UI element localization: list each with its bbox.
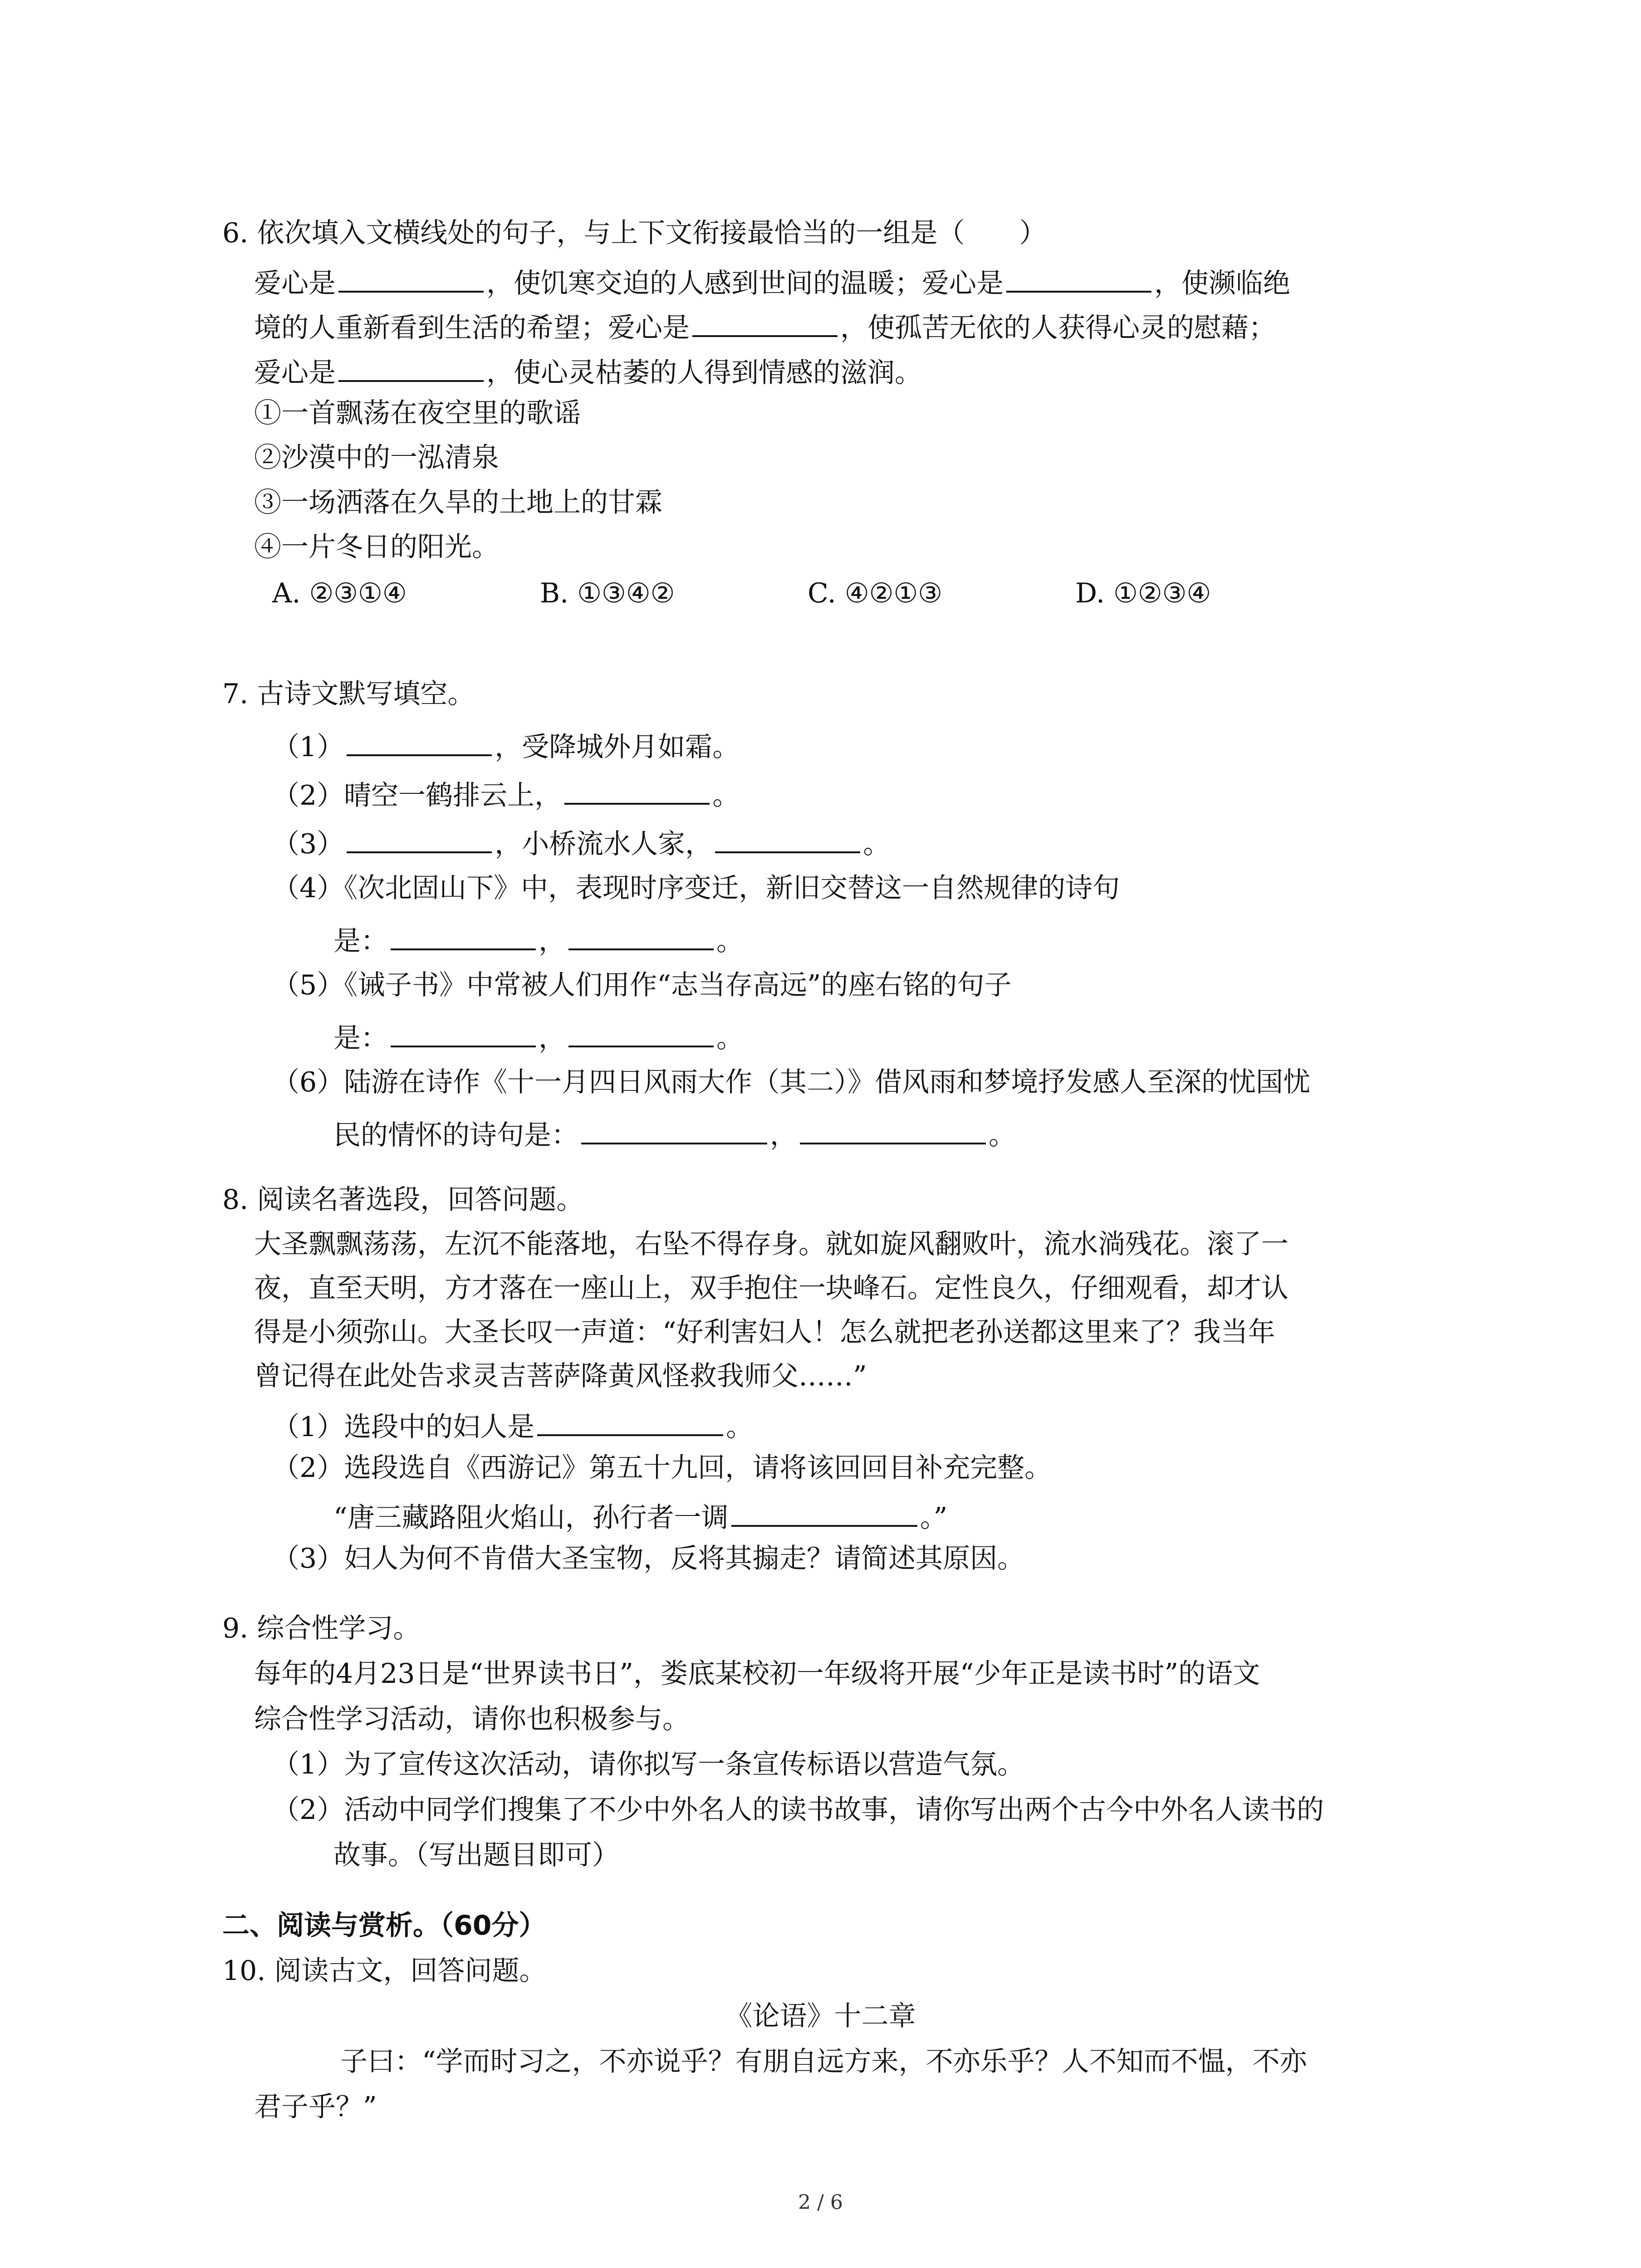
q9-stem: 9. 综合性学习。 [222,1613,421,1644]
q9-sub-1: （1）为了宣传这次活动，请你拟写一条宣传标语以营造气氛。 [272,1749,1025,1780]
q6-stem: 6. 依次填入文横线处的句子，与上下文衔接最恰当的一组是（ ） [222,217,1047,249]
answer-blank[interactable] [338,265,484,293]
q9-sub-2-line-2: 故事。（写出题目即可） [333,1839,619,1871]
q7-sub-6-answer: 民的情怀的诗句是： ， 。 [333,1117,1016,1149]
q6-option-b[interactable]: B. ①③④② [540,577,675,609]
q9-sub-2: （2）活动中同学们搜集了不少中外名人的读书故事，请你写出两个古今中外名人读书的 [272,1794,1324,1826]
q7-sub-2: （2）晴空一鹤排云上， 。 [272,777,740,809]
q7-sub-5-answer: 是： ， 。 [333,1020,744,1052]
q7-sub-4-answer: 是： ， 。 [333,923,744,955]
q8-sub-1: （1）选段中的妇人是 。 [272,1409,753,1441]
q6-option-c[interactable]: C. ④②①③ [808,577,943,609]
q8-passage-line: 得是小须弥山。大圣长叹一声道：“好利害妇人！怎么就把老孙送都这里来了？我当年 [254,1316,1275,1348]
q10-text-title: 《论语》十二章 [725,2000,916,2032]
q8-sub-2: （2）选段选自《西游记》第五十九回，请将该回回目补充完整。 [272,1452,1052,1484]
answer-blank[interactable] [731,1500,917,1527]
answer-blank[interactable] [338,355,484,382]
q6-passage-line-1: 爱心是 ，使饥寒交迫的人感到世间的温暖；爱心是 ，使濒临绝 [254,265,1290,297]
q6-item-4: ④一片冬日的阳光。 [254,531,499,563]
q6-passage-line-2: 境的人重新看到生活的希望；爱心是 ，使孤苦无依的人获得心灵的慰藉； [254,310,1276,342]
answer-blank[interactable] [581,1117,767,1144]
page-number: 2 / 6 [798,2191,843,2214]
q6-item-1: ①一首飘荡在夜空里的歌谣 [254,397,581,429]
q7-sub-4: （4）《次北固山下》中，表现时序变迁，新旧交替这一自然规律的诗句 [272,872,1120,904]
answer-blank[interactable] [347,729,492,756]
answer-blank[interactable] [1006,265,1151,293]
q6-item-3: ③一场洒落在久旱的土地上的甘霖 [254,487,662,518]
q10-text-line: 君子乎？” [254,2091,377,2123]
answer-blank[interactable] [568,923,714,950]
q7-sub-6: （6）陆游在诗作《十一月四日风雨大作（其二）》借风雨和梦境抒发感人至深的忧国忧 [272,1066,1311,1098]
q7-sub-1: （1） ，受降城外月如霜。 [272,729,740,761]
q7-stem: 7. 古诗文默写填空。 [222,678,475,710]
answer-blank[interactable] [564,777,710,805]
answer-blank[interactable] [568,1020,714,1047]
q7-sub-5: （5）《诫子书》中常被人们用作“志当存高远”的座右铭的句子 [272,969,1012,1001]
q8-passage-line: 大圣飘飘荡荡，左沉不能落地，右坠不得存身。就如旋风翻败叶，流水淌残花。滚了一 [254,1228,1288,1260]
answer-blank[interactable] [347,826,492,853]
q10-text-line: 子曰：“学而时习之，不亦说乎？有朋自远方来，不亦乐乎？人不知而不愠，不亦 [340,2046,1307,2077]
q9-passage-line: 综合性学习活动，请你也积极参与。 [254,1703,690,1735]
section-heading: 二、阅读与赏析。（60分） [222,1910,546,1941]
q7-sub-3: （3） ，小桥流水人家， 。 [272,826,890,858]
answer-blank[interactable] [391,923,536,950]
q6-option-a[interactable]: A. ②③①④ [272,577,407,609]
answer-blank[interactable] [391,1020,536,1047]
q8-passage-line: 夜，直至天明，方才落在一座山上，双手抱住一块峰石。定性良久，仔细观看，却才认 [254,1272,1288,1304]
q8-stem: 8. 阅读名著选段，回答问题。 [222,1184,584,1216]
answer-blank[interactable] [800,1117,986,1144]
q10-stem: 10. 阅读古文，回答问题。 [222,1955,547,1987]
answer-blank[interactable] [692,310,838,337]
q9-passage-line: 每年的4月23日是“世界读书日”，娄底某校初一年级将开展“少年正是读书时”的语文 [254,1658,1260,1690]
answer-blank[interactable] [715,826,860,853]
q6-passage-line-3: 爱心是 ，使心灵枯萎的人得到情感的滋润。 [254,355,922,386]
answer-blank[interactable] [537,1409,723,1436]
q8-sub-2-answer: “唐三藏路阻火焰山，孙行者一调 。” [333,1500,947,1531]
q8-passage-line: 曾记得在此处告求灵吉菩萨降黄风怪救我师父……” [254,1360,867,1392]
q8-sub-3: （3）妇人为何不肯借大圣宝物，反将其搧走？请简述其原因。 [272,1543,1025,1574]
q6-item-2: ②沙漠中的一泓清泉 [254,442,499,474]
q6-option-d[interactable]: D. ①②③④ [1075,577,1211,609]
